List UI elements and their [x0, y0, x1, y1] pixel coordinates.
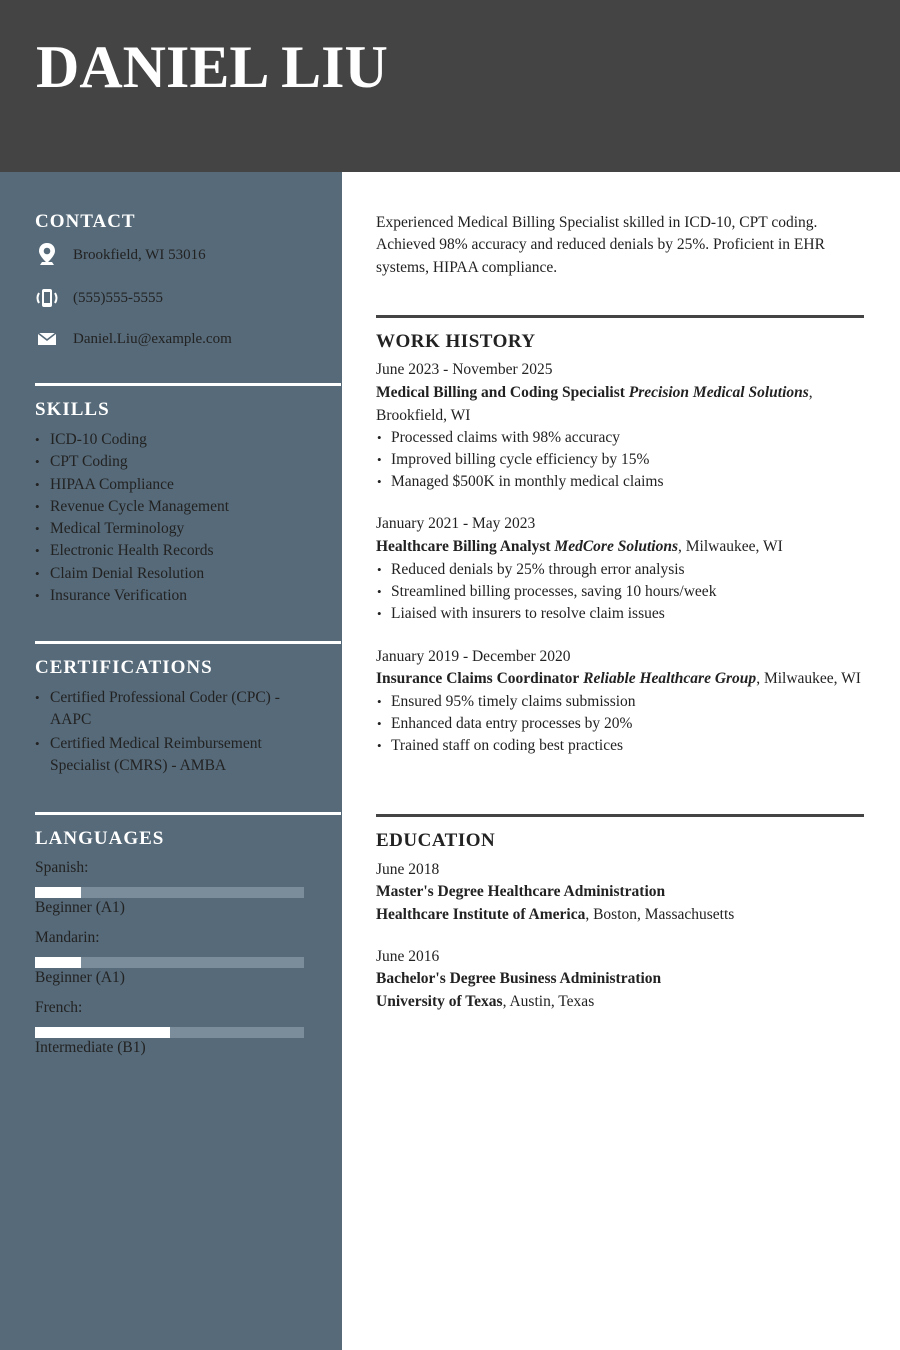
- job-bullet: • Improved billing cycle efficiency by 15%: [376, 449, 864, 471]
- section-divider: [376, 315, 864, 318]
- education-degree: Master's Degree Healthcare Administration: [376, 883, 666, 901]
- language-proficiency-bar: [35, 887, 304, 898]
- contact-phone-text: (555)555-5555: [73, 290, 163, 306]
- job-bullets: [376, 691, 864, 758]
- contact-email-text[interactable]: Daniel.Liu@example.com: [73, 331, 232, 347]
- skill-item: • Claim Denial Resolution: [35, 563, 340, 585]
- language-level: Beginner (A1): [35, 969, 125, 986]
- certification-item: • Certified Medical Reimbursement Specialist (CMRS) - AMBA: [35, 733, 305, 777]
- education-title: EDUCATION: [376, 830, 496, 851]
- job-location: , Milwaukee, WI: [756, 670, 861, 688]
- skill-item: • ICD-10 Coding: [35, 429, 340, 451]
- skill-item: • HIPAA Compliance: [35, 474, 340, 496]
- skill-item: • Electronic Health Records: [35, 540, 340, 562]
- contact-phone: [35, 286, 163, 310]
- resume-header: [0, 0, 900, 172]
- envelope-icon: [35, 327, 59, 351]
- contact-location-text: Brookfield, WI 53016: [73, 247, 206, 263]
- certification-item: • Certified Professional Coder (CPC) - AAPC: [35, 687, 305, 731]
- education-school-line: [376, 904, 864, 926]
- education-location: , Boston, Massachusetts: [585, 905, 735, 923]
- job-company: MedCore Solutions: [554, 538, 679, 556]
- skills-title: SKILLS: [35, 399, 110, 420]
- language-proficiency-fill: [35, 887, 81, 898]
- job-heading: [376, 536, 864, 558]
- contact-list: [35, 243, 340, 353]
- contact-section: [35, 211, 340, 233]
- job-bullet: • Managed $500K in monthly medical claims: [376, 471, 864, 493]
- work-history-title: WORK HISTORY: [376, 331, 536, 352]
- language-name: Mandarin:: [35, 929, 100, 946]
- certifications-list: [35, 687, 305, 777]
- language-proficiency-bar: [35, 1027, 304, 1038]
- skill-item: • Medical Terminology: [35, 518, 340, 540]
- job-bullet: • Processed claims with 98% accuracy: [376, 427, 864, 449]
- skill-item: • Revenue Cycle Management: [35, 496, 340, 518]
- education-entry: [376, 859, 864, 926]
- education-entry: [376, 946, 864, 1013]
- job-location: , Brookfield, WI: [376, 384, 813, 424]
- job-company: Precision Medical Solutions: [628, 384, 809, 402]
- job-location: , Milwaukee, WI: [678, 538, 783, 556]
- language-name: French:: [35, 999, 83, 1016]
- skills-list: [35, 429, 340, 607]
- contact-location: [35, 243, 206, 267]
- language-proficiency-bar: [35, 957, 304, 968]
- language-spanish: [35, 859, 340, 917]
- job-bullets: [376, 427, 864, 494]
- certifications-section: [35, 657, 305, 777]
- job-entry: [376, 513, 864, 625]
- language-mandarin: [35, 929, 340, 987]
- languages-section: [35, 828, 340, 850]
- languages-title: LANGUAGES: [35, 828, 165, 849]
- candidate-name: DANIEL LIU: [36, 34, 388, 100]
- job-bullets: [376, 559, 864, 626]
- section-divider: [376, 814, 864, 817]
- job-bullet: • Trained staff on coding best practices: [376, 735, 864, 757]
- job-role: Healthcare Billing Analyst: [376, 538, 551, 556]
- job-role: Insurance Claims Coordinator: [376, 670, 580, 688]
- education-school: University of Texas: [376, 992, 503, 1010]
- language-level: Intermediate (B1): [35, 1039, 146, 1056]
- job-dates: June 2023 - November 2025: [376, 361, 553, 378]
- skills-section: [35, 399, 340, 607]
- job-bullet: • Reduced denials by 25% through error analysis: [376, 559, 864, 581]
- phone-icon: [35, 286, 59, 310]
- job-role: Medical Billing and Coding Specialist: [376, 384, 625, 402]
- education-school: Healthcare Institute of America: [376, 905, 586, 923]
- language-proficiency-fill: [35, 957, 81, 968]
- job-company: Reliable Healthcare Group: [583, 670, 757, 688]
- job-heading: [376, 382, 864, 427]
- skill-item: • Insurance Verification: [35, 585, 340, 607]
- sidebar-divider: [35, 383, 341, 386]
- education-degree: Bachelor's Degree Business Administration: [376, 970, 662, 988]
- contact-email: [35, 327, 232, 351]
- language-french: [35, 999, 340, 1057]
- education-location: , Austin, Texas: [502, 992, 595, 1010]
- language-proficiency-fill: [35, 1027, 170, 1038]
- job-entry: [376, 359, 864, 494]
- job-entry: [376, 646, 864, 757]
- contact-title: CONTACT: [35, 211, 136, 232]
- job-dates: January 2019 - December 2020: [376, 648, 571, 665]
- job-bullet: • Ensured 95% timely claims submission: [376, 691, 864, 713]
- education-date: June 2016: [376, 948, 440, 965]
- sidebar-divider: [35, 641, 341, 644]
- education-date: June 2018: [376, 861, 440, 878]
- language-name: Spanish:: [35, 859, 89, 876]
- education-school-line: [376, 991, 864, 1013]
- language-level: Beginner (A1): [35, 899, 125, 916]
- sidebar-divider: [35, 812, 341, 815]
- job-dates: January 2021 - May 2023: [376, 515, 536, 532]
- job-heading: [376, 668, 864, 690]
- job-bullet: • Liaised with insurers to resolve claim issues: [376, 603, 864, 625]
- professional-summary: Experienced Medical Billing Specialist skilled in ICD-10, CPT coding. Achieved 98% accuracy and reduced denials by 25%. Proficient in EHR systems, HIPAA compliance.: [376, 214, 825, 276]
- skill-item: • CPT Coding: [35, 451, 340, 473]
- job-bullet: • Enhanced data entry processes by 20%: [376, 713, 864, 735]
- location-pin-icon: [35, 243, 59, 267]
- job-bullet: • Streamlined billing processes, saving 10 hours/week: [376, 581, 864, 603]
- certifications-title: CERTIFICATIONS: [35, 657, 213, 678]
